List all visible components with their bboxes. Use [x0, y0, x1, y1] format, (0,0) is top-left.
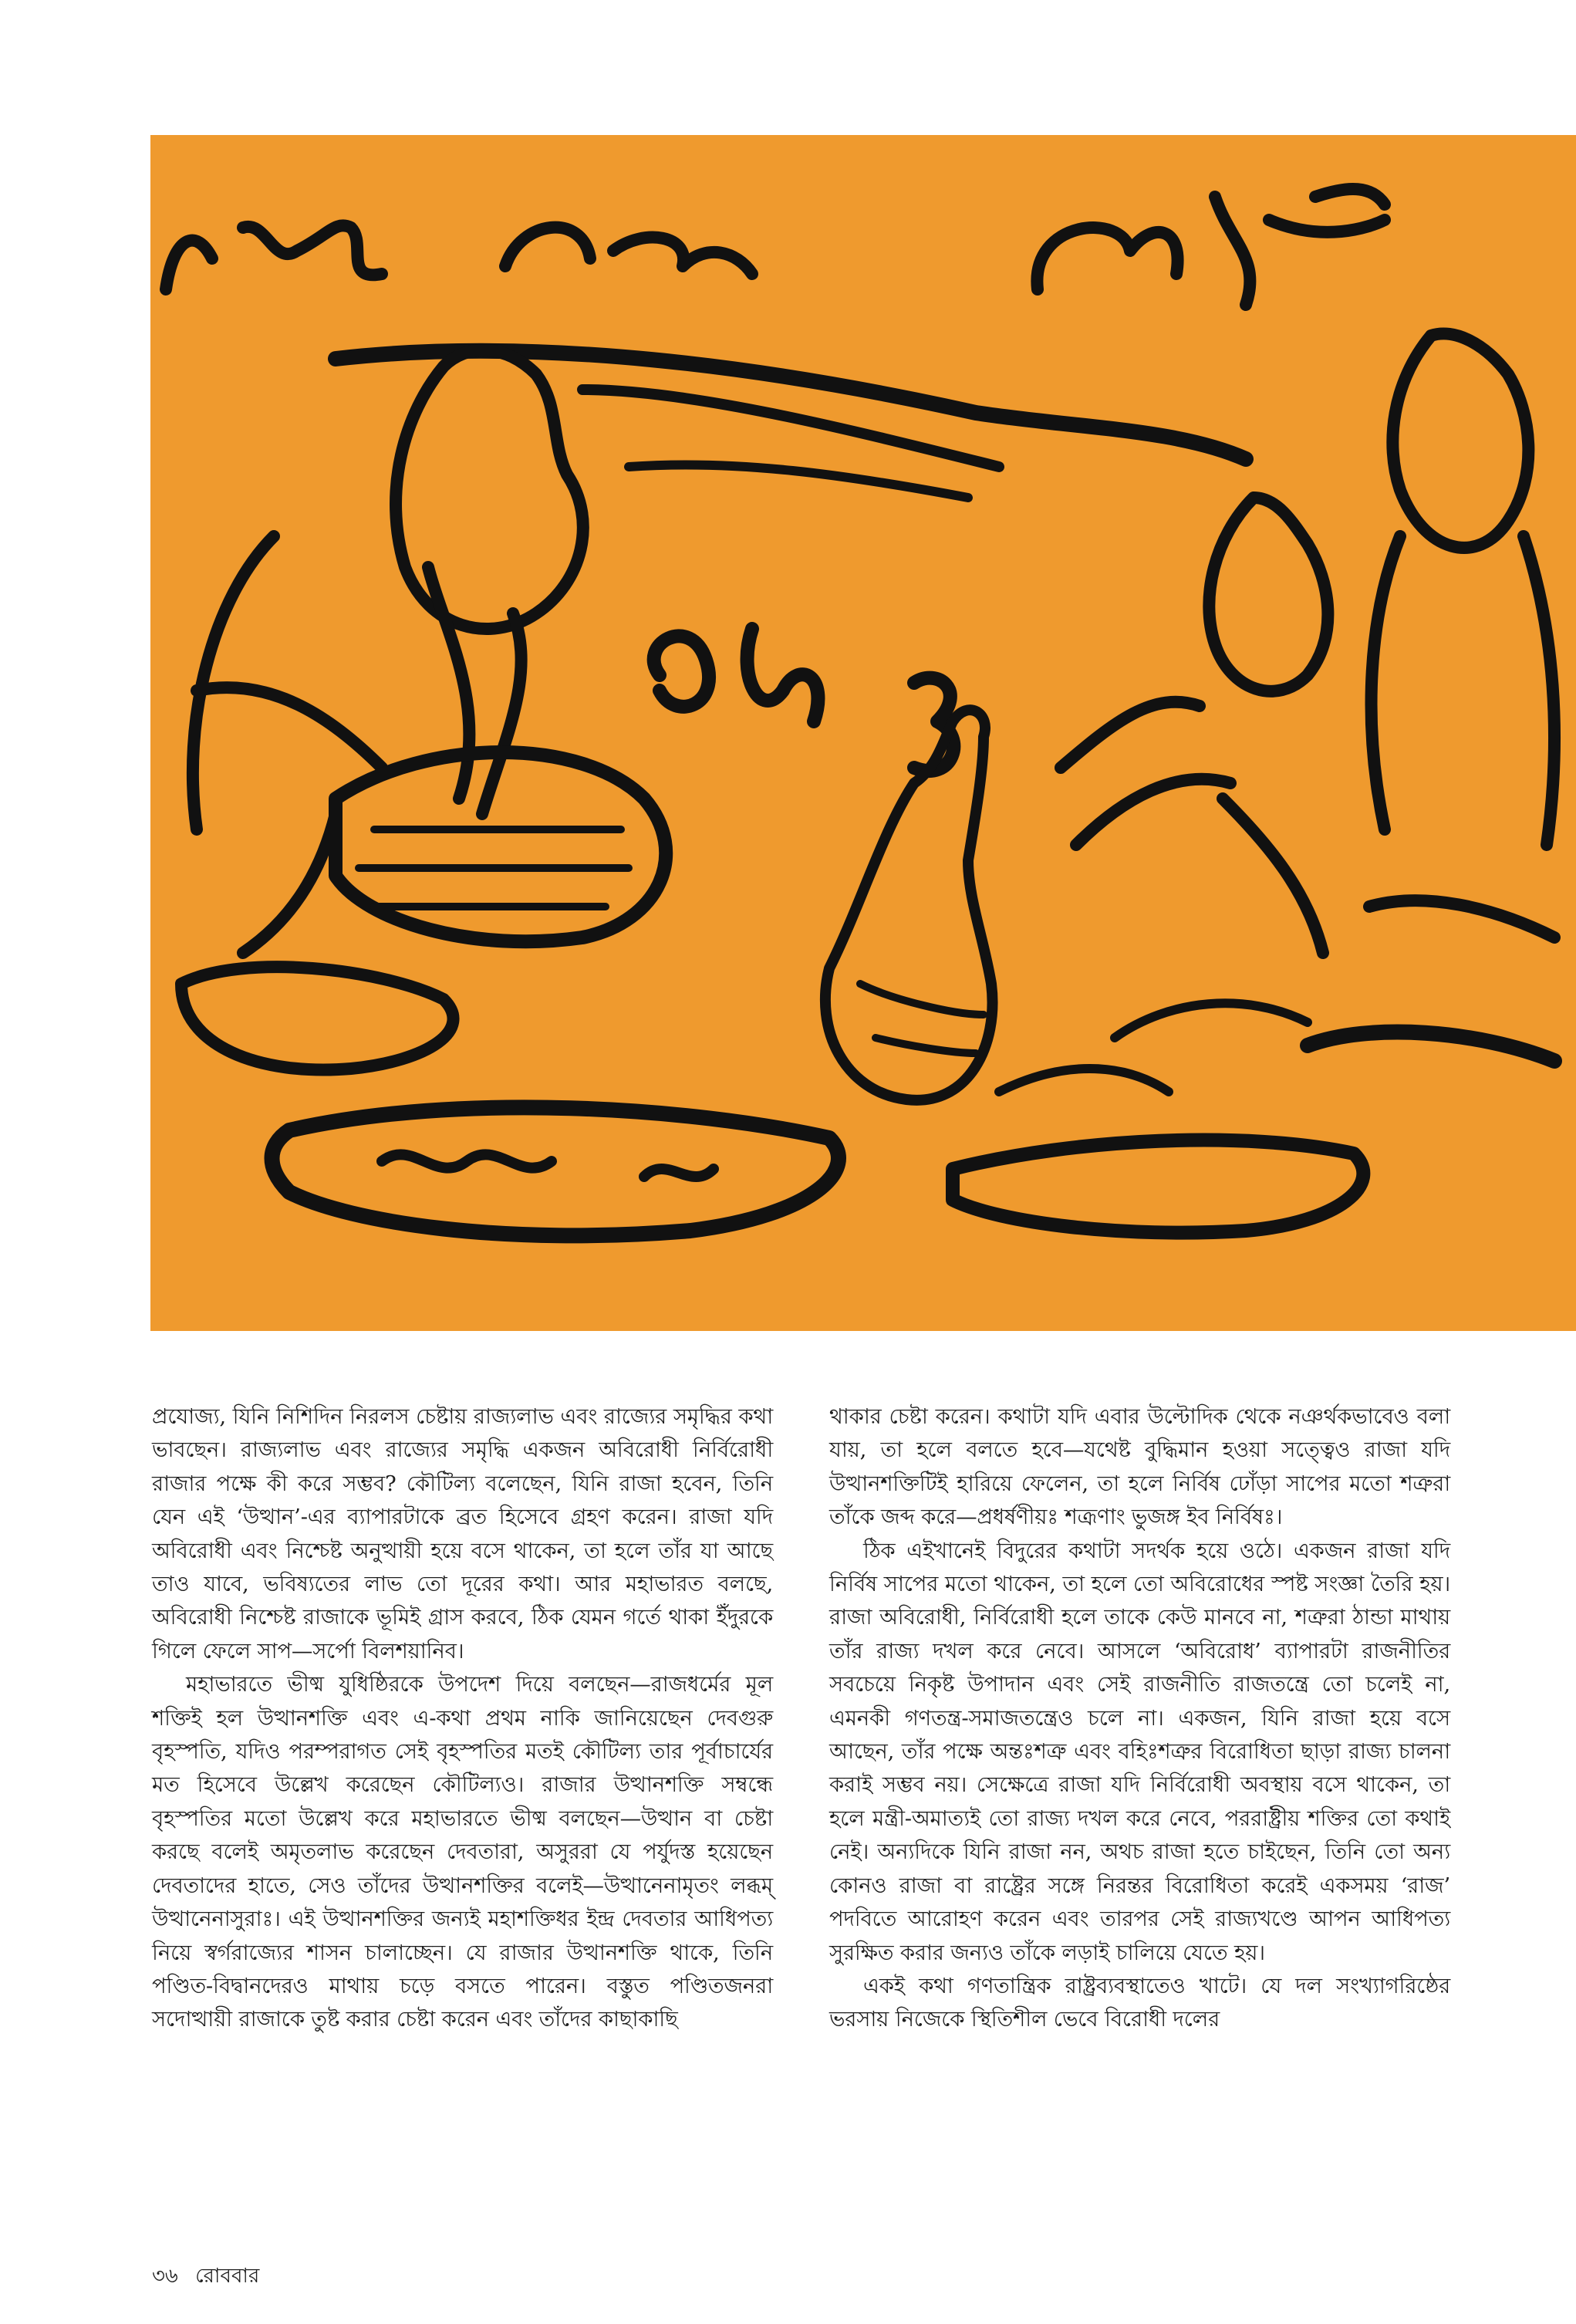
brush-illustration: [150, 135, 1576, 1331]
text-column-right: [829, 1400, 1450, 2037]
paragraph: থাকার চেষ্টা করেন। কথাটা যদি এবার উল্টোদিক থেকে নঞর্থকভাবেও বলা যায়, তা হলে বলতে হবে—যথেষ্ট বুদ্ধিমান হওয়া সত্ত্বেও রাজা যদি উত্থানশক্তিটিই হারিয়ে ফেলেন, তা হলে নির্বিষ ঢোঁড়া সাপের মতো শত্রুরা তাঁকে জব্দ করে—প্রধর্ষণীয়ঃ শত্রূণাং ভুজঙ্গ ইব নির্বিষঃ।: [829, 1404, 1450, 1530]
paragraph: মহাভারতে ভীষ্ম যুধিষ্ঠিরকে উপদেশ দিয়ে বলছেন—রাজধর্মের মূল শক্তিই হল উত্থানশক্তি এবং এ-কথা প্রথম নাকি জানিয়েছেন দেবগুরু বৃহস্পতি, যদিও পরম্পরাগত সেই বৃহস্পতির মতই কৌটিল্য তার পূর্বাচার্যের মত হিসেবে উল্লেখ করেছেন কৌটিল্যও। রাজার উত্থানশক্তি সম্বন্ধে বৃহস্পতির মতো উল্লেখ করে মহাভারতে ভীষ্ম বলছেন—উত্থান বা চেষ্টা করছে বলেই অমৃতলাভ করেছেন দেবতারা, অসুররা যে পর্যুদস্ত হয়েছেন দেবতাদের হাতে, সেও তাঁদের উত্থানশক্তির বলেই—উত্থানেনামৃতং লব্ধম্ উত্থানেনাসুরাঃ। এই উত্থানশক্তির জন্যই মহাশক্তিধর ইন্দ্র দেবতার আধিপত্য নিয়ে স্বর্গরাজ্যের শাসন চালাচ্ছেন। যে রাজার উত্থানশক্তি থাকে, তিনি পণ্ডিত-বিদ্বানদেরও মাথায় চড়ে বসতে পারেন। বস্তুত পণ্ডিতজনরা সদোত্থায়ী রাজাকে তুষ্ট করার চেষ্টা করেন এবং তাঁদের কাছাকাছি: [152, 1672, 773, 2032]
magazine-name: রোববার: [195, 2265, 260, 2288]
illustration-panel: [150, 135, 1576, 1331]
text-column-left: [152, 1400, 773, 2037]
paragraph: প্রযোজ্য, যিনি নিশিদিন নিরলস চেষ্টায় রাজ্যলাভ এবং রাজ্যের সমৃদ্ধির কথা ভাবছেন। রাজ্যলাভ এবং রাজ্যের সমৃদ্ধি একজন অবিরোধী নির্বিরোধী রাজার পক্ষে কী করে সম্ভব? কৌটিল্য বলেছেন, যিনি রাজা হবেন, তিনি যেন এই ‘উত্থান’-এর ব্যাপারটাকে ব্রত হিসেবে গ্রহণ করেন। রাজা যদি অবিরোধী এবং নিশ্চেষ্ট অনুত্থায়ী হয়ে বসে থাকেন, তা হলে তাঁর যা আছে তাও যাবে, ভবিষ্যতের লাভ তো দূরের কথা। আর মহাভারত বলছে, অবিরোধী নিশ্চেষ্ট রাজাকে ভূমিই গ্রাস করবে, ঠিক যেমন গর্তে থাকা ইঁদুরকে গিলে ফেলে সাপ—সর্পো বিলশয়ানিব।: [152, 1404, 774, 1664]
paragraph: একই কথা গণতান্ত্রিক রাষ্ট্রব্যবস্থাতেও খাটে। যে দল সংখ্যাগরিষ্ঠের ভরসায় নিজেকে স্থিতিশীল ভেবে বিরোধী দলের: [829, 1973, 1450, 2032]
page-number: ৩৬: [152, 2265, 178, 2288]
page-folio: [152, 2265, 270, 2288]
paragraph: ঠিক এইখানেই বিদুরের কথাটা সদর্থক হয়ে ওঠে। একজন রাজা যদি নির্বিষ সাপের মতো থাকেন, তা হলে তো অবিরোধের স্পষ্ট সংজ্ঞা তৈরি হয়। রাজা অবিরোধী, নির্বিরোধী হলে তাকে কেউ মানবে না, শত্রুরা ঠান্ডা মাথায় তাঁর রাজ্য দখল করে নেবে। আসলে ‘অবিরোধ’ ব্যাপারটা রাজনীতির সবচেয়ে নিকৃষ্ট উপাদান এবং সেই রাজনীতি রাজতন্ত্রে তো চলেই না, এমনকী গণতন্ত্র-সমাজতন্ত্রেও চলে না। একজন, যিনি রাজা হয়ে বসে আছেন, তাঁর পক্ষে অন্তঃশত্রু এবং বহিঃশত্রুর বিরোধিতা ছাড়া রাজ্য চালনা করাই সম্ভব নয়। সেক্ষেত্রে রাজা যদি নির্বিরোধী অবস্থায় বসে থাকেন, তা হলে মন্ত্রী-অমাত্যই তো রাজ্য দখল করে নেবে, পররাষ্ট্রীয় শক্তির তো কথাই নেই। অন্যদিকে যিনি রাজা নন, অথচ রাজা হতে চাইছেন, তিনি তো অন্য কোনও রাজা বা রাষ্ট্রের সঙ্গে নিরন্তর বিরোধিতা করেই একসময় ‘রাজ’ পদবিতে আরোহণ করেন এবং তারপর সেই রাজ্যখণ্ডে আপন আধিপত্য সুরক্ষিত করার জন্যও তাঁকে লড়াই চালিয়ে যেতে হয়।: [829, 1538, 1450, 1965]
